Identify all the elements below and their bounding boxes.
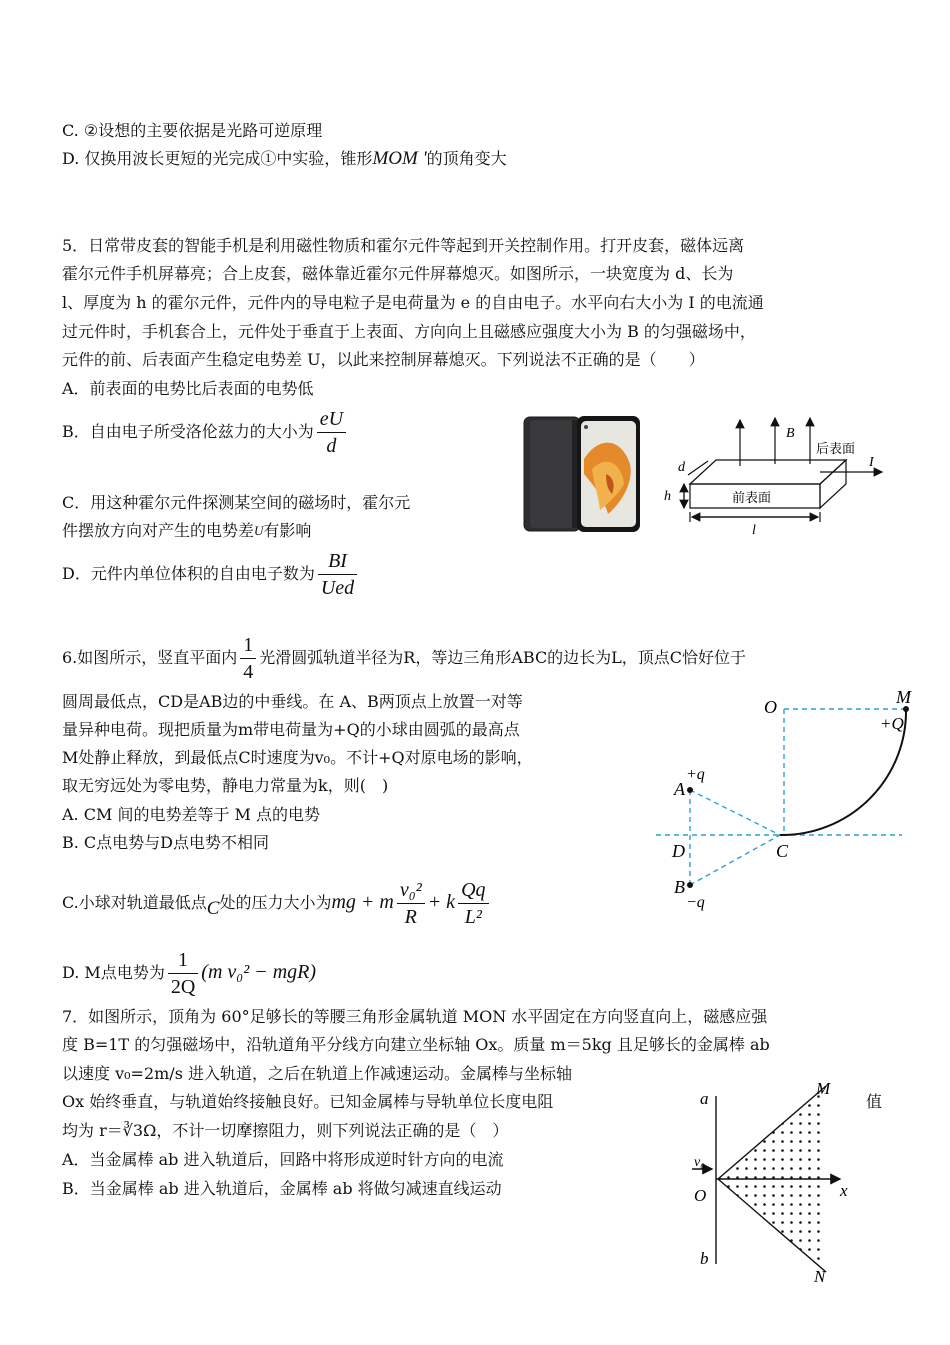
q6-option-d-frac-num: 1 bbox=[168, 947, 198, 974]
q4-option-d-pre: D. 仅换用波长更短的光完成①中实验，锥形 bbox=[62, 149, 373, 168]
q6-stem-line1-pre: 6.如图所示，竖直平面内 bbox=[62, 648, 238, 667]
q5-stem-line4: 过元件时，手机套合上，元件处于垂直于上表面、方向向上且磁感应强度大小为 B 的匀强磁场中， bbox=[62, 322, 756, 341]
q6-frac-den: 4 bbox=[243, 661, 254, 683]
q6-option-d-frac bbox=[168, 947, 198, 1000]
q6-option-a: A. CM 间的电势差等于 M 点的电势 bbox=[62, 805, 320, 824]
q7-stem-line3: 以速度 v₀=2m/s 进入轨道，之后在轨道上作减速运动。金属棒与坐标轴 bbox=[62, 1064, 572, 1083]
q6-stem-line1-post: 光滑圆弧轨道半径为R，等边三角形ABC的边长为L，顶点C恰好位于 bbox=[259, 648, 747, 667]
q7-fig-label-b: b bbox=[700, 1249, 709, 1268]
q6-fig-label-minus-q: −q bbox=[686, 894, 705, 911]
q7-fig-label-x: x bbox=[840, 1181, 848, 1200]
q7-fig-label-a: a bbox=[700, 1089, 709, 1108]
q5-fig-label-i: I bbox=[869, 455, 874, 470]
q4-option-c: C. ②设想的主要依据是光路可逆原理 bbox=[62, 121, 323, 140]
q6-option-c-var: C bbox=[206, 898, 220, 919]
q4-option-d-var: MOM ' bbox=[372, 148, 427, 169]
q6-option-d-pre: D. M点电势为 bbox=[62, 963, 165, 982]
q6-fig-label-m: M bbox=[896, 687, 911, 707]
q6-option-c-frac1 bbox=[397, 877, 425, 930]
q6-fig-label-c: C bbox=[776, 841, 789, 861]
q5-stem-line5: 元件的前、后表面产生稳定电势差 U，以此来控制屏幕熄灭。下列说法不正确的是（ ） bbox=[62, 350, 705, 369]
q5-option-d bbox=[62, 544, 360, 604]
q6-option-d-post: (m v₀² − mgR) bbox=[201, 961, 317, 983]
q5-option-b-num: eU bbox=[317, 406, 346, 433]
q5-fig-label-front: 前表面 bbox=[732, 490, 772, 505]
q6-fig-label-d: D bbox=[672, 841, 685, 861]
q6-fig-label-a: A bbox=[674, 779, 685, 799]
q5-option-c-var: U bbox=[254, 523, 264, 538]
q5-option-c-tail: 有影响 bbox=[263, 521, 312, 540]
q7-stem-line4-tail: 值 bbox=[866, 1092, 883, 1111]
q6-option-c-frac2-den: L² bbox=[464, 906, 482, 928]
q5-stem-line2: 霍尔元件手机屏幕亮；合上皮套，磁体靠近霍尔元件屏幕熄灭。如图所示，一块宽度为 d、长为 bbox=[62, 264, 734, 283]
q4-option-d bbox=[62, 147, 507, 171]
q5-fig-label-d: d bbox=[678, 460, 685, 475]
q6-option-b: B. C点电势与D点电势不相同 bbox=[62, 833, 270, 852]
q5-phone-image bbox=[522, 414, 642, 538]
q7-stem-line1: 7．如图所示，顶角为 60°足够长的等腰三角形金属轨道 MON 水平固定在方向竖直向上，磁感应强 bbox=[62, 1007, 768, 1026]
q6-option-d bbox=[62, 942, 316, 1003]
q7-stem-line4: Ox 始终垂直，与轨道始终接触良好。已知金属棒与导轨单位长度电阻 bbox=[62, 1092, 554, 1111]
q5-stem-line1: 5．日常带皮套的智能手机是利用磁性物质和霍尔元件等起到开关控制作用。打开皮套，磁体远离 bbox=[62, 236, 745, 255]
q6-stem-line4: M处静止释放，到最低点C时速度为v₀。不计+Q对原电场的影响， bbox=[62, 748, 533, 767]
q6-option-c-frac1-den: R bbox=[404, 906, 417, 928]
q6-fig-label-b: B bbox=[674, 877, 685, 897]
q5-option-d-text: D．元件内单位体积的自由电子数为 bbox=[62, 564, 315, 583]
q7-option-a: A．当金属棒 ab 进入轨道后，回路中将形成逆时针方向的电流 bbox=[62, 1150, 504, 1169]
q5-option-b-den: d bbox=[326, 435, 337, 457]
q5-stem-line3: l、厚度为 h 的霍尔元件，元件内的导电粒子是电荷量为 e 的自由电子。水平向右大小为 I 的电流通 bbox=[62, 293, 764, 312]
q6-option-c-frac1-num: v₀² bbox=[397, 877, 425, 904]
q5-hall-element-diagram bbox=[660, 412, 892, 541]
q6-arc-triangle-diagram bbox=[652, 685, 922, 919]
q5-option-c-text: 件摆放方向对产生的电势差 bbox=[62, 521, 255, 540]
q6-fig-label-plus-q: +Q bbox=[880, 714, 904, 733]
q7-stem-line5: 均为 r＝∛3Ω，不计一切摩擦阻力，则下列说法正确的是（ ） bbox=[62, 1121, 509, 1140]
q5-option-a: A．前表面的电势比后表面的电势低 bbox=[62, 379, 314, 398]
q6-option-c-post: 处的压力大小为 bbox=[219, 893, 332, 912]
q5-option-d-fraction bbox=[318, 548, 357, 601]
q5-option-c-line1: C．用这种霍尔元件探测某空间的磁场时，霍尔元 bbox=[62, 493, 411, 512]
q5-option-c-line2 bbox=[62, 519, 311, 543]
q6-option-c-expr1: mg + m bbox=[331, 891, 394, 913]
q6-option-c-frac2-num: Qq bbox=[458, 877, 488, 904]
q5-fig-label-l: l bbox=[752, 523, 756, 537]
q6-stem-line5: 取无穷远处为零电势，静电力常量为k，则( ) bbox=[62, 776, 389, 795]
q5-fig-label-h: h bbox=[664, 489, 671, 504]
q7-fig-label-o: O bbox=[694, 1186, 707, 1205]
q6-frac-num: 1 bbox=[240, 632, 256, 659]
q7-fig-label-n: N bbox=[814, 1267, 826, 1286]
q6-option-d-frac-den: 2Q bbox=[170, 976, 196, 998]
q5-fig-label-back: 后表面 bbox=[816, 441, 856, 456]
q5-option-d-den: Ued bbox=[320, 577, 355, 599]
q5-option-b-text: B．自由电子所受洛伦兹力的大小为 bbox=[62, 422, 314, 441]
q5-option-d-num: BI bbox=[318, 548, 357, 575]
q6-option-c-pre: C.小球对轨道最低点 bbox=[62, 893, 207, 912]
q7-stem-line2: 度 B=1T 的匀强磁场中，沿轨道角平分线方向建立坐标轴 Ox。质量 m＝5kg 且足够长的金属棒 ab bbox=[62, 1035, 770, 1054]
q6-fig-label-plus-q-small: +q bbox=[686, 766, 705, 783]
q6-option-c bbox=[62, 870, 492, 941]
q6-stem-fraction bbox=[240, 632, 256, 685]
q7-option-b: B．当金属棒 ab 进入轨道后，金属棒 ab 将做匀减速直线运动 bbox=[62, 1179, 502, 1198]
q5-option-b-fraction bbox=[317, 406, 346, 459]
q6-option-c-frac2 bbox=[458, 877, 488, 930]
q5-option-b bbox=[62, 402, 349, 462]
q6-fig-label-o: O bbox=[764, 697, 777, 717]
q6-option-c-expr2: + k bbox=[427, 891, 456, 913]
q6-stem-line3: 量异种电荷。现把质量为m带电荷量为+Q的小球由圆弧的最高点 bbox=[62, 720, 520, 739]
q4-option-d-post: 的顶角变大 bbox=[426, 149, 507, 168]
q7-rail-diagram bbox=[688, 1074, 868, 1290]
q7-fig-label-m: M bbox=[816, 1079, 831, 1098]
q6-stem-line2: 圆周最低点，CD是AB边的中垂线。在 A、B两顶点上放置一对等 bbox=[62, 692, 523, 711]
q7-fig-label-v0: v₀ bbox=[694, 1155, 706, 1170]
q6-stem-line1 bbox=[62, 628, 746, 688]
q5-fig-label-b: B bbox=[786, 426, 795, 441]
